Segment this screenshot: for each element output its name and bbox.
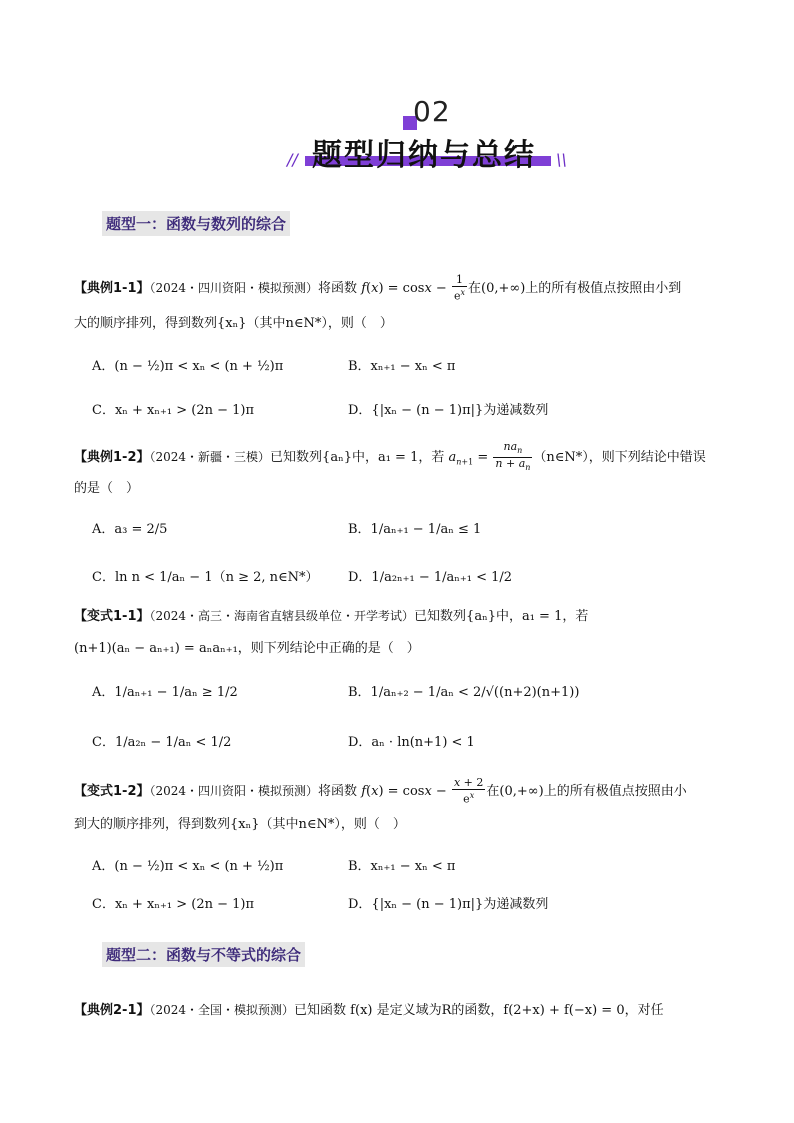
q11-source: （2024・四川资阳・模拟预测）: [149, 280, 319, 295]
q11-text-a: 将函数: [318, 280, 358, 296]
right-slash-decoration: \\: [556, 150, 567, 169]
v11-option-b[interactable]: B．1/aₙ₊₂ − 1/aₙ < 2/√((n+2)(n+1)): [348, 685, 580, 700]
q12-source: （2024・新疆・三模）: [149, 450, 271, 465]
v12-line2: 到大的顺序排列，得到数列{xₙ}（其中n∈N*），则（ ）: [74, 817, 406, 832]
section-number: 02: [413, 95, 451, 128]
v12-text-b: 在: [486, 783, 500, 799]
q11-text-c: 上的所有极值点按照由小到: [525, 280, 682, 296]
v11-source: （2024・高三・海南省直辖县级单位・开学考试）: [149, 609, 415, 623]
q11-text-b: 在: [468, 280, 482, 296]
q11-option-b[interactable]: B．xₙ₊₁ − xₙ < π: [348, 359, 456, 374]
v12-option-d[interactable]: D．{|xₙ − (n − 1)π|}为递减数列: [348, 897, 549, 912]
v11-option-a[interactable]: A．1/aₙ₊₁ − 1/aₙ ≥ 1/2: [92, 685, 238, 700]
q12-option-a[interactable]: A．a₃ = 2/5: [92, 522, 168, 537]
q12-recurrence: $a_{n+1}$ = $\frac{na_n}{n + a_n}$: [448, 440, 531, 473]
v12-interval: (0,+∞): [499, 783, 544, 799]
v12-option-a[interactable]: A．(n − ½)π < xₙ < (n + ½)π: [92, 859, 284, 874]
heading-type-1: 题型一：函数与数列的综合: [102, 211, 290, 236]
section-title: 题型归纳与总结: [312, 138, 536, 173]
q12-text-b: （n∈N*），则下列结论中错误: [533, 450, 706, 466]
v12-option-b[interactable]: B．xₙ₊₁ − xₙ < π: [348, 859, 456, 874]
v12-line1: [74, 777, 687, 806]
q12-option-b[interactable]: B．1/aₙ₊₁ − 1/aₙ ≤ 1: [348, 522, 482, 537]
v11-line1: [74, 606, 588, 627]
q12-option-d[interactable]: D．1/a₂ₙ₊₁ − 1/aₙ₊₁ < 1/2: [348, 570, 513, 585]
q11-function: f(x) = cosx − $\frac{1}{e^x}$: [361, 273, 465, 303]
v12-text-a: 将函数: [318, 783, 358, 799]
v11-option-c[interactable]: C．1/a₂ₙ − 1/aₙ < 1/2: [92, 735, 232, 750]
q21-text: 已知函数 f(x) 是定义域为R的函数，f(2+x) + f(−x) = 0，对任: [294, 1003, 664, 1018]
v12-text-c: 上的所有极值点按照由小: [543, 783, 687, 799]
q11-tag: 【典例1-1】: [74, 280, 150, 296]
heading-type-2: 题型二：函数与不等式的综合: [102, 942, 305, 967]
q21-source: （2024・全国・模拟预测）: [149, 1003, 295, 1017]
q12-line1: [74, 441, 706, 474]
v11-text-a: 已知数列{aₙ}中，a₁ = 1，若: [414, 609, 589, 624]
q12-line2: 的是（ ）: [74, 481, 140, 496]
q12-tag: 【典例1-2】: [74, 450, 150, 466]
q11-line1: [74, 274, 681, 303]
q21-line1: [74, 1000, 664, 1021]
left-slash-decoration: //: [287, 150, 298, 169]
q12-option-c[interactable]: C．ln n < 1/aₙ − 1（n ≥ 2, n∈N*）: [92, 570, 319, 585]
v12-option-c[interactable]: C．xₙ + xₙ₊₁ > (2n − 1)π: [92, 897, 255, 912]
v12-tag: 【变式1-2】: [74, 783, 150, 799]
q12-text-a: 已知数列{aₙ}中，a₁ = 1，若: [270, 450, 445, 466]
q11-option-c[interactable]: C．xₙ + xₙ₊₁ > (2n − 1)π: [92, 403, 255, 418]
v11-option-d[interactable]: D．aₙ · ln(n+1) < 1: [348, 735, 475, 750]
v12-function: f(x) = cosx − $\frac{x + 2}{e^x}$: [361, 776, 484, 806]
q11-interval: (0,+∞): [481, 280, 526, 296]
q21-tag: 【典例2-1】: [74, 1003, 150, 1018]
q11-option-a[interactable]: A．(n − ½)π < xₙ < (n + ½)π: [92, 359, 284, 374]
v12-source: （2024・四川资阳・模拟预测）: [149, 783, 319, 798]
v11-tag: 【变式1-1】: [74, 609, 150, 624]
q11-line2: 大的顺序排列，得到数列{xₙ}（其中n∈N*），则（ ）: [74, 316, 393, 331]
v11-line2: (n+1)(aₙ − aₙ₊₁) = aₙaₙ₊₁，则下列结论中正确的是（ ）: [74, 641, 420, 656]
q11-option-d[interactable]: D．{|xₙ − (n − 1)π|}为递减数列: [348, 403, 549, 418]
